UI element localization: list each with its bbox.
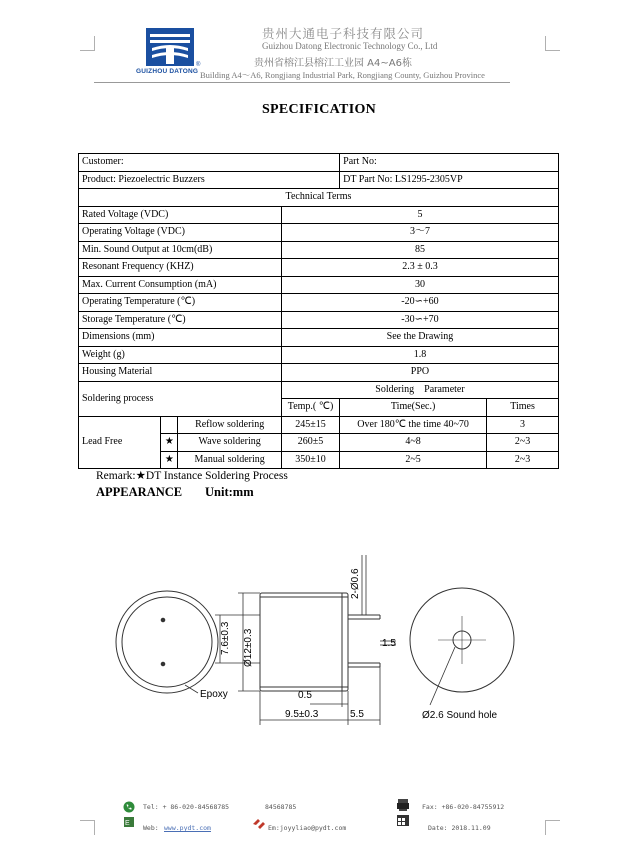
table-row xyxy=(79,329,559,347)
product-label: Product: Piezoelectric Buzzers xyxy=(79,171,340,189)
spec-value: -20∽+60 xyxy=(281,294,558,312)
table-row xyxy=(79,224,559,242)
table-row xyxy=(79,154,559,172)
fax-text: Fax: +86-020-84755912 xyxy=(422,803,505,811)
spec-label: Storage Temperature (℃) xyxy=(79,311,282,329)
table-row xyxy=(79,311,559,329)
spec-label: Weight (g) xyxy=(79,346,282,364)
svg-text:E: E xyxy=(125,820,130,827)
calendar-icon xyxy=(396,813,410,832)
customer-label: Customer: xyxy=(79,154,340,172)
spec-value: 3～7 xyxy=(281,224,558,242)
soldering-time: 4~8 xyxy=(340,434,487,452)
soldering-time: Over 180℃ the time 40~70 xyxy=(340,416,487,434)
company-name-cn: 贵州大通电子科技有限公司 xyxy=(262,26,425,41)
star-mark xyxy=(161,416,178,434)
spec-label: Operating Voltage (VDC) xyxy=(79,224,282,242)
sound-hole-label: Ø2.6 Sound hole xyxy=(422,710,498,721)
spec-label: Housing Material xyxy=(79,364,282,382)
spec-value: See the Drawing xyxy=(281,329,558,347)
remark-text: Remark:★DT Instance Soldering Process xyxy=(96,470,288,482)
logo-text: GUIZHOU DATONG xyxy=(136,68,199,75)
dim-diameter: Ø12±0.3 xyxy=(243,628,254,667)
col-times: Times xyxy=(487,399,559,417)
soldering-temp: 260±5 xyxy=(281,434,339,452)
email-text[interactable]: Em:joyyliao@pydt.com xyxy=(268,824,347,832)
dim-pin-width: 2-Ø0.6 xyxy=(350,568,361,599)
soldering-name: Reflow soldering xyxy=(178,416,282,434)
table-row xyxy=(79,241,559,259)
dim-lead: 0.5 xyxy=(298,690,312,701)
dim-pin: 5.5 xyxy=(350,709,364,720)
unit-label: Unit:mm xyxy=(205,485,254,499)
soldering-name: Manual soldering xyxy=(178,451,282,469)
email-icon xyxy=(252,817,266,835)
spec-value: 2.3 ± 0.3 xyxy=(281,259,558,277)
col-temp: Temp.( ℃) xyxy=(281,399,339,417)
technical-drawing xyxy=(110,545,530,730)
company-name-en: Guizhou Datong Electronic Technology Co., Ltd xyxy=(262,41,438,51)
soldering-time: 2~5 xyxy=(340,451,487,469)
table-row xyxy=(79,364,559,382)
web-link[interactable]: www.pydt.com xyxy=(164,824,211,832)
table-row xyxy=(79,171,559,189)
company-logo xyxy=(146,28,194,66)
part-no-label: Part No: xyxy=(340,154,559,172)
epoxy-label: Epoxy xyxy=(200,689,228,700)
soldering-times: 3 xyxy=(487,416,559,434)
table-row xyxy=(79,346,559,364)
web-icon xyxy=(123,815,135,833)
address-cn: 贵州省榕江县榕江工业园 A4~A6栋 xyxy=(254,58,412,69)
spec-table xyxy=(78,153,559,469)
spec-value: 1.8 xyxy=(281,346,558,364)
table-row xyxy=(79,206,559,224)
table-row xyxy=(79,276,559,294)
registered-mark: ® xyxy=(196,62,201,68)
spec-value: 5 xyxy=(281,206,558,224)
spec-label: Min. Sound Output at 10cm(dB) xyxy=(79,241,282,259)
table-row xyxy=(79,294,559,312)
dt-part-no: DT Part No: LS1295-2305VP xyxy=(340,171,559,189)
soldering-temp: 350±10 xyxy=(281,451,339,469)
soldering-temp: 245±15 xyxy=(281,416,339,434)
spec-value: -30∽+70 xyxy=(281,311,558,329)
crop-mark xyxy=(80,820,95,835)
table-row xyxy=(79,189,559,207)
dim-height: 7.6±0.3 xyxy=(220,621,231,655)
soldering-name: Wave soldering xyxy=(178,434,282,452)
date-text: Date: 2018.11.09 xyxy=(428,824,491,832)
dim-body: 9.5±0.3 xyxy=(285,709,319,720)
table-row xyxy=(79,416,559,434)
appearance-heading: APPEARANCE xyxy=(96,485,183,499)
spec-value: 85 xyxy=(281,241,558,259)
lead-free-label: Lead Free xyxy=(79,416,161,469)
spec-label: Resonant Frequency (KHZ) xyxy=(79,259,282,277)
spec-label: Rated Voltage (VDC) xyxy=(79,206,282,224)
top-view xyxy=(410,588,514,692)
col-time: Time(Sec.) xyxy=(340,399,487,417)
spec-label: Dimensions (mm) xyxy=(79,329,282,347)
spec-label: Max. Current Consumption (mA) xyxy=(79,276,282,294)
bottom-view xyxy=(116,591,218,693)
page-title: SPECIFICATION xyxy=(261,102,377,117)
section-title: Technical Terms xyxy=(79,189,559,207)
tel-text: Tel: + 86-020-84568785 xyxy=(143,803,230,811)
soldering-times: 2~3 xyxy=(487,451,559,469)
star-mark: ★ xyxy=(161,451,178,469)
soldering-parameter-title: Soldering Parameter xyxy=(281,381,558,399)
soldering-times: 2~3 xyxy=(487,434,559,452)
header-rule xyxy=(94,82,510,83)
soldering-process-label: Soldering process xyxy=(79,381,282,416)
spec-value: 30 xyxy=(281,276,558,294)
crop-mark xyxy=(545,36,560,51)
spec-label: Operating Temperature (℃) xyxy=(79,294,282,312)
address-en: Building A4～A6, Rongjiang Industrial Park, Rongjiang County, Guizhou Province xyxy=(200,70,485,80)
tel2-text: 84568785 xyxy=(265,803,297,811)
star-mark: ★ xyxy=(161,434,178,452)
table-row xyxy=(79,381,559,399)
crop-mark xyxy=(80,36,95,51)
spec-value: PPO xyxy=(281,364,558,382)
web-label: Web: xyxy=(143,824,159,832)
table-row xyxy=(79,259,559,277)
dim-pitch: 1.5 xyxy=(382,638,396,649)
crop-mark xyxy=(545,820,560,835)
